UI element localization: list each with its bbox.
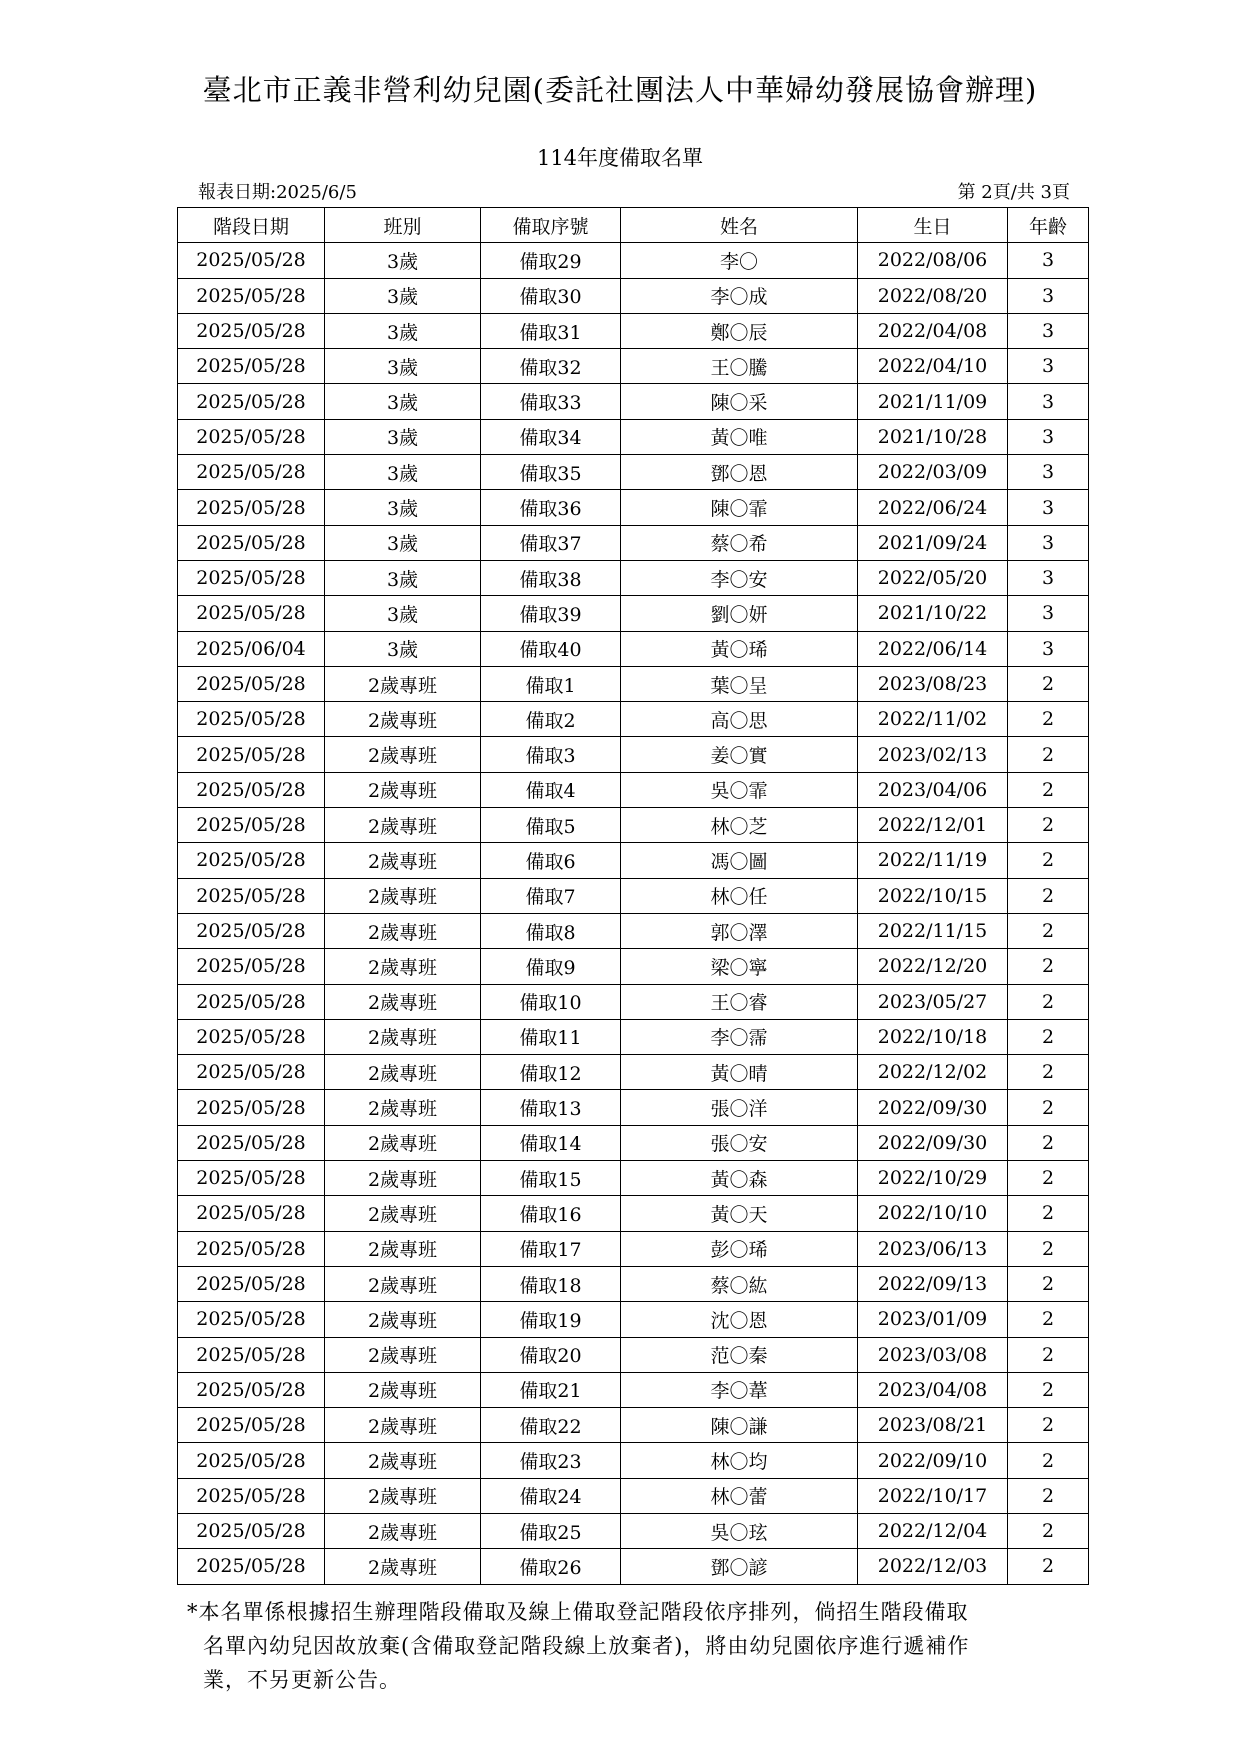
cell-birthday: 2022/09/13 [858,1266,1008,1301]
cell-stage-date: 2025/05/28 [178,560,325,595]
table-row [178,525,1089,560]
table-row [178,243,1089,278]
cell-stage-date: 2025/05/28 [178,384,325,419]
cell-stage-date: 2025/05/28 [178,913,325,948]
cell-stage-date: 2025/05/28 [178,596,325,631]
cell-birthday: 2022/11/02 [858,702,1008,737]
cell-class: 2歲專班 [325,1443,481,1478]
cell-name: 沈〇恩 [621,1302,858,1337]
cell-age: 2 [1008,1019,1089,1054]
header-age: 年齡 [1008,208,1089,243]
cell-age: 2 [1008,1055,1089,1090]
table-row [178,313,1089,348]
report-date: 報表日期:2025/6/5 [198,182,357,203]
cell-stage-date: 2025/05/28 [178,702,325,737]
cell-age: 3 [1008,313,1089,348]
cell-class: 2歲專班 [325,1125,481,1160]
cell-stage-date: 2025/05/28 [178,1090,325,1125]
cell-birthday: 2022/08/06 [858,243,1008,278]
cell-name: 李〇安 [621,560,858,595]
cell-birthday: 2023/04/08 [858,1372,1008,1407]
cell-stage-date: 2025/05/28 [178,455,325,490]
table-row [178,1055,1089,1090]
cell-waitlist-number: 備取13 [481,1090,621,1125]
cell-age: 2 [1008,1090,1089,1125]
cell-waitlist-number: 備取23 [481,1443,621,1478]
cell-class: 3歲 [325,349,481,384]
cell-birthday: 2023/08/23 [858,666,1008,701]
cell-class: 3歲 [325,490,481,525]
footnote [187,1595,1087,1697]
cell-stage-date: 2025/05/28 [178,349,325,384]
cell-stage-date: 2025/05/28 [178,1196,325,1231]
cell-waitlist-number: 備取5 [481,808,621,843]
cell-name: 吳〇霏 [621,772,858,807]
table-row [178,384,1089,419]
cell-waitlist-number: 備取38 [481,560,621,595]
cell-name: 陳〇采 [621,384,858,419]
table-row [178,1019,1089,1054]
table-row [178,843,1089,878]
cell-name: 鄭〇辰 [621,313,858,348]
table-row [178,878,1089,913]
table-row [178,1090,1089,1125]
cell-waitlist-number: 備取20 [481,1337,621,1372]
table-body [178,243,1089,1584]
cell-waitlist-number: 備取22 [481,1408,621,1443]
cell-class: 2歲專班 [325,1549,481,1584]
header-class: 班別 [325,208,481,243]
cell-birthday: 2022/10/18 [858,1019,1008,1054]
cell-class: 2歲專班 [325,737,481,772]
cell-class: 2歲專班 [325,1090,481,1125]
cell-class: 3歲 [325,596,481,631]
cell-age: 3 [1008,525,1089,560]
cell-name: 高〇思 [621,702,858,737]
cell-waitlist-number: 備取18 [481,1266,621,1301]
cell-class: 2歲專班 [325,1478,481,1513]
cell-age: 2 [1008,1302,1089,1337]
cell-birthday: 2022/09/30 [858,1125,1008,1160]
cell-age: 2 [1008,913,1089,948]
cell-age: 3 [1008,419,1089,454]
cell-name: 王〇睿 [621,984,858,1019]
cell-age: 2 [1008,1337,1089,1372]
cell-class: 3歲 [325,525,481,560]
cell-waitlist-number: 備取39 [481,596,621,631]
table-row [178,1231,1089,1266]
footnote-line-3: 業，不另更新公告。 [203,1668,401,1692]
cell-age: 3 [1008,349,1089,384]
cell-stage-date: 2025/05/28 [178,1019,325,1054]
cell-birthday: 2023/02/13 [858,737,1008,772]
table-row [178,737,1089,772]
cell-birthday: 2022/12/01 [858,808,1008,843]
cell-stage-date: 2025/05/28 [178,525,325,560]
cell-stage-date: 2025/05/28 [178,737,325,772]
cell-stage-date: 2025/05/28 [178,984,325,1019]
cell-waitlist-number: 備取32 [481,349,621,384]
cell-class: 2歲專班 [325,1408,481,1443]
cell-name: 李〇 [621,243,858,278]
cell-stage-date: 2025/05/28 [178,1337,325,1372]
cell-age: 2 [1008,1125,1089,1160]
cell-age: 2 [1008,666,1089,701]
cell-birthday: 2022/03/09 [858,455,1008,490]
cell-stage-date: 2025/05/28 [178,1055,325,1090]
cell-age: 3 [1008,278,1089,313]
cell-age: 2 [1008,1266,1089,1301]
cell-class: 2歲專班 [325,878,481,913]
cell-name: 劉〇妍 [621,596,858,631]
header-birthday: 生日 [858,208,1008,243]
cell-stage-date: 2025/05/28 [178,878,325,913]
cell-class: 2歲專班 [325,772,481,807]
cell-birthday: 2021/09/24 [858,525,1008,560]
cell-waitlist-number: 備取4 [481,772,621,807]
table-row [178,913,1089,948]
cell-class: 2歲專班 [325,666,481,701]
cell-stage-date: 2025/05/28 [178,490,325,525]
cell-name: 黃〇唯 [621,419,858,454]
cell-age: 2 [1008,1372,1089,1407]
header-name: 姓名 [621,208,858,243]
cell-age: 3 [1008,384,1089,419]
cell-birthday: 2022/06/24 [858,490,1008,525]
cell-birthday: 2022/10/10 [858,1196,1008,1231]
cell-age: 2 [1008,702,1089,737]
cell-waitlist-number: 備取26 [481,1549,621,1584]
page-indicator: 第 2頁/共 3頁 [957,182,1070,203]
cell-birthday: 2022/10/17 [858,1478,1008,1513]
cell-class: 2歲專班 [325,1337,481,1372]
cell-stage-date: 2025/05/28 [178,1125,325,1160]
cell-stage-date: 2025/05/28 [178,843,325,878]
table-row [178,702,1089,737]
cell-waitlist-number: 備取25 [481,1513,621,1548]
cell-birthday: 2022/10/29 [858,1161,1008,1196]
cell-birthday: 2022/11/19 [858,843,1008,878]
cell-name: 馮〇圖 [621,843,858,878]
cell-waitlist-number: 備取7 [481,878,621,913]
cell-waitlist-number: 備取11 [481,1019,621,1054]
cell-birthday: 2022/12/04 [858,1513,1008,1548]
cell-class: 2歲專班 [325,1019,481,1054]
cell-waitlist-number: 備取31 [481,313,621,348]
cell-age: 3 [1008,490,1089,525]
cell-class: 3歲 [325,278,481,313]
cell-age: 3 [1008,243,1089,278]
table-row [178,1513,1089,1548]
list-subtitle: 114年度備取名單 [536,146,704,170]
cell-age: 2 [1008,949,1089,984]
cell-age: 2 [1008,1161,1089,1196]
cell-class: 2歲專班 [325,1513,481,1548]
cell-name: 蔡〇希 [621,525,858,560]
cell-class: 2歲專班 [325,1055,481,1090]
cell-birthday: 2022/04/10 [858,349,1008,384]
cell-birthday: 2022/12/03 [858,1549,1008,1584]
cell-stage-date: 2025/05/28 [178,772,325,807]
cell-birthday: 2022/11/15 [858,913,1008,948]
table-row [178,1266,1089,1301]
cell-waitlist-number: 備取10 [481,984,621,1019]
cell-birthday: 2023/03/08 [858,1337,1008,1372]
cell-class: 3歲 [325,243,481,278]
cell-name: 林〇蕾 [621,1478,858,1513]
cell-age: 3 [1008,455,1089,490]
cell-stage-date: 2025/05/28 [178,1513,325,1548]
cell-age: 2 [1008,737,1089,772]
table-row [178,349,1089,384]
cell-waitlist-number: 備取29 [481,243,621,278]
cell-age: 2 [1008,843,1089,878]
cell-class: 2歲專班 [325,984,481,1019]
cell-name: 李〇成 [621,278,858,313]
table-row [178,1125,1089,1160]
cell-waitlist-number: 備取24 [481,1478,621,1513]
table-row [178,419,1089,454]
cell-name: 張〇安 [621,1125,858,1160]
cell-class: 3歲 [325,384,481,419]
cell-class: 2歲專班 [325,808,481,843]
cell-birthday: 2022/12/02 [858,1055,1008,1090]
cell-stage-date: 2025/05/28 [178,1161,325,1196]
table-row [178,1372,1089,1407]
cell-waitlist-number: 備取12 [481,1055,621,1090]
cell-waitlist-number: 備取40 [481,631,621,666]
header-waitlist-number: 備取序號 [481,208,621,243]
cell-name: 黃〇琋 [621,631,858,666]
table-row [178,455,1089,490]
cell-name: 范〇秦 [621,1337,858,1372]
cell-name: 黃〇天 [621,1196,858,1231]
cell-class: 2歲專班 [325,1231,481,1266]
cell-age: 3 [1008,560,1089,595]
cell-waitlist-number: 備取6 [481,843,621,878]
cell-class: 3歲 [325,455,481,490]
cell-name: 葉〇呈 [621,666,858,701]
cell-name: 黃〇晴 [621,1055,858,1090]
cell-class: 2歲專班 [325,1302,481,1337]
cell-stage-date: 2025/05/28 [178,1302,325,1337]
cell-name: 陳〇霏 [621,490,858,525]
cell-class: 2歲專班 [325,843,481,878]
cell-birthday: 2022/09/30 [858,1090,1008,1125]
cell-waitlist-number: 備取34 [481,419,621,454]
cell-class: 2歲專班 [325,1161,481,1196]
waitlist-table [177,207,1089,1585]
table-row [178,1549,1089,1584]
table-row [178,1478,1089,1513]
cell-age: 2 [1008,1231,1089,1266]
table-row [178,1408,1089,1443]
cell-class: 2歲專班 [325,1372,481,1407]
cell-birthday: 2022/08/20 [858,278,1008,313]
cell-name: 林〇任 [621,878,858,913]
cell-class: 3歲 [325,560,481,595]
cell-stage-date: 2025/05/28 [178,666,325,701]
table-row [178,278,1089,313]
cell-waitlist-number: 備取36 [481,490,621,525]
cell-age: 3 [1008,631,1089,666]
cell-waitlist-number: 備取8 [481,913,621,948]
cell-class: 2歲專班 [325,949,481,984]
cell-name: 吳〇玹 [621,1513,858,1548]
cell-stage-date: 2025/06/04 [178,631,325,666]
table-row [178,1196,1089,1231]
cell-waitlist-number: 備取16 [481,1196,621,1231]
cell-birthday: 2023/04/06 [858,772,1008,807]
cell-stage-date: 2025/05/28 [178,419,325,454]
cell-age: 2 [1008,878,1089,913]
table-row [178,560,1089,595]
cell-stage-date: 2025/05/28 [178,278,325,313]
cell-waitlist-number: 備取14 [481,1125,621,1160]
cell-age: 2 [1008,1443,1089,1478]
cell-name: 林〇芝 [621,808,858,843]
cell-stage-date: 2025/05/28 [178,1408,325,1443]
cell-name: 林〇均 [621,1443,858,1478]
cell-birthday: 2023/08/21 [858,1408,1008,1443]
cell-name: 黃〇森 [621,1161,858,1196]
cell-birthday: 2021/10/22 [858,596,1008,631]
cell-name: 郭〇澤 [621,913,858,948]
cell-stage-date: 2025/05/28 [178,949,325,984]
table-row [178,666,1089,701]
cell-class: 2歲專班 [325,702,481,737]
cell-birthday: 2021/11/09 [858,384,1008,419]
cell-age: 2 [1008,1549,1089,1584]
footnote-line-2: 名單內幼兒因故放棄(含備取登記階段線上放棄者)，將由幼兒園依序進行遞補作 [203,1634,970,1658]
table-row [178,596,1089,631]
cell-name: 王〇騰 [621,349,858,384]
page-title: 臺北市正義非營利幼兒園(委託社團法人中華婦幼發展協會辦理) [202,73,1038,107]
cell-name: 張〇洋 [621,1090,858,1125]
footnote-line-1: *本名單係根據招生辦理階段備取及線上備取登記階段依序排列，倘招生階段備取 [187,1600,969,1624]
cell-birthday: 2022/05/20 [858,560,1008,595]
cell-waitlist-number: 備取35 [481,455,621,490]
table-row [178,984,1089,1019]
table-row [178,772,1089,807]
cell-class: 3歲 [325,419,481,454]
cell-class: 2歲專班 [325,913,481,948]
cell-name: 李〇霈 [621,1019,858,1054]
cell-birthday: 2022/06/14 [858,631,1008,666]
cell-class: 2歲專班 [325,1266,481,1301]
cell-waitlist-number: 備取33 [481,384,621,419]
cell-stage-date: 2025/05/28 [178,1478,325,1513]
cell-age: 2 [1008,1513,1089,1548]
cell-stage-date: 2025/05/28 [178,243,325,278]
cell-birthday: 2021/10/28 [858,419,1008,454]
cell-class: 2歲專班 [325,1196,481,1231]
cell-name: 陳〇謙 [621,1408,858,1443]
cell-name: 姜〇實 [621,737,858,772]
cell-waitlist-number: 備取9 [481,949,621,984]
cell-class: 3歲 [325,631,481,666]
cell-waitlist-number: 備取30 [481,278,621,313]
cell-waitlist-number: 備取19 [481,1302,621,1337]
table-row [178,490,1089,525]
cell-waitlist-number: 備取2 [481,702,621,737]
cell-stage-date: 2025/05/28 [178,1549,325,1584]
cell-class: 3歲 [325,313,481,348]
cell-age: 2 [1008,1196,1089,1231]
cell-stage-date: 2025/05/28 [178,808,325,843]
cell-birthday: 2022/12/20 [858,949,1008,984]
table-row [178,949,1089,984]
cell-waitlist-number: 備取1 [481,666,621,701]
cell-name: 李〇葦 [621,1372,858,1407]
cell-stage-date: 2025/05/28 [178,1231,325,1266]
cell-birthday: 2022/09/10 [858,1443,1008,1478]
table-row [178,1161,1089,1196]
table-header-row [178,208,1089,243]
cell-birthday: 2023/01/09 [858,1302,1008,1337]
cell-birthday: 2023/05/27 [858,984,1008,1019]
cell-stage-date: 2025/05/28 [178,1443,325,1478]
table-row [178,631,1089,666]
cell-birthday: 2023/06/13 [858,1231,1008,1266]
cell-age: 2 [1008,984,1089,1019]
cell-name: 梁〇寧 [621,949,858,984]
cell-name: 鄧〇恩 [621,455,858,490]
cell-waitlist-number: 備取17 [481,1231,621,1266]
cell-name: 彭〇琋 [621,1231,858,1266]
cell-waitlist-number: 備取3 [481,737,621,772]
table-row [178,808,1089,843]
cell-name: 鄧〇諺 [621,1549,858,1584]
cell-age: 2 [1008,808,1089,843]
cell-birthday: 2022/10/15 [858,878,1008,913]
cell-age: 2 [1008,1478,1089,1513]
cell-stage-date: 2025/05/28 [178,1372,325,1407]
cell-stage-date: 2025/05/28 [178,1266,325,1301]
table-row [178,1337,1089,1372]
cell-waitlist-number: 備取15 [481,1161,621,1196]
cell-waitlist-number: 備取37 [481,525,621,560]
cell-birthday: 2022/04/08 [858,313,1008,348]
cell-age: 2 [1008,1408,1089,1443]
cell-waitlist-number: 備取21 [481,1372,621,1407]
cell-name: 蔡〇紘 [621,1266,858,1301]
table-row [178,1302,1089,1337]
header-stage-date: 階段日期 [178,208,325,243]
cell-age: 3 [1008,596,1089,631]
cell-stage-date: 2025/05/28 [178,313,325,348]
cell-age: 2 [1008,772,1089,807]
table-row [178,1443,1089,1478]
